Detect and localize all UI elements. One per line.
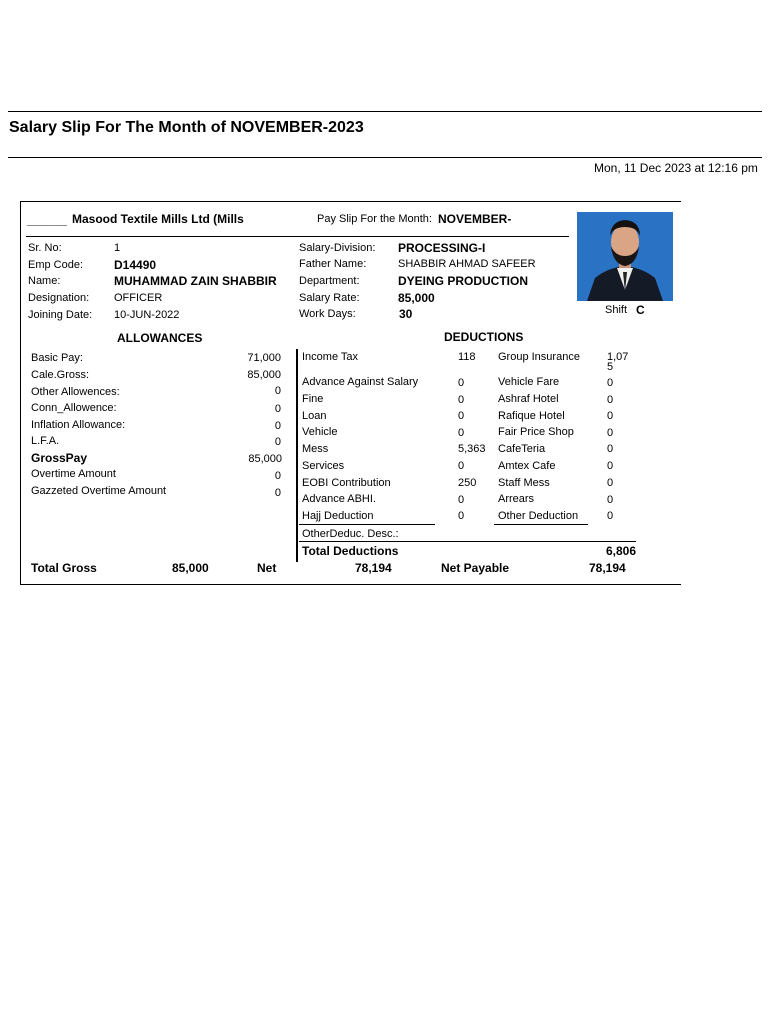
allowance-label: Basic Pay: — [31, 352, 83, 364]
allowance-value: 71,000 — [247, 352, 281, 364]
allowance-label: L.F.A. — [31, 435, 60, 447]
deduction-label: Arrears — [498, 493, 535, 505]
rate-value: 85,000 — [398, 291, 435, 305]
total-deductions-value: 6,806 — [606, 544, 637, 558]
joining-value: 10-JUN-2022 — [114, 309, 180, 321]
deduction-label: Other Deduction — [498, 510, 579, 522]
deduction-value: 0 — [607, 410, 614, 422]
shift-value: C — [636, 303, 645, 317]
deduction-label: Staff Mess — [498, 477, 550, 489]
top-rule — [8, 111, 762, 112]
deduction-value: 118 — [458, 351, 476, 363]
deduction-value: 0 — [607, 443, 614, 455]
deduction-value: 0 — [458, 460, 465, 472]
company-name: Masood Textile Mills Ltd (Mills — [72, 212, 244, 226]
father-label: Father Name: — [299, 258, 367, 270]
designation-value: OFFICER — [114, 292, 163, 304]
deduction-label: Ashraf Hotel — [498, 393, 559, 405]
slip-bottom-border — [20, 584, 681, 585]
hajj-underline — [299, 524, 435, 525]
company-underline: ______ — [27, 213, 68, 227]
allowance-label: Cale.Gross: — [31, 369, 90, 381]
month-value: NOVEMBER- — [438, 212, 512, 226]
net-payable-label: Net Payable — [441, 561, 510, 575]
division-value: PROCESSING-I — [398, 241, 486, 255]
net-payable-value: 78,194 — [589, 561, 626, 575]
allowances-heading: ALLOWANCES — [117, 331, 203, 345]
deductions-heading: DEDUCTIONS — [444, 330, 524, 344]
rate-label: Salary Rate: — [299, 292, 360, 304]
allowance-value: 0 — [274, 403, 281, 415]
gross-pay-value: 85,000 — [248, 453, 282, 465]
net-value: 78,194 — [355, 561, 392, 575]
deductions-divider — [296, 349, 298, 562]
title-rule — [8, 157, 762, 158]
slip-left-border — [20, 201, 21, 585]
allowance-value: 0 — [274, 385, 281, 397]
deduction-value: 0 — [607, 494, 614, 506]
name-value: MUHAMMAD ZAIN SHABBIR — [114, 274, 277, 288]
deduction-label: Advance ABHI. — [302, 493, 376, 505]
total-deductions-label: Total Deductions — [302, 544, 399, 558]
deduction-label: Advance Against Salary — [302, 376, 419, 388]
header-rule — [26, 236, 569, 237]
father-value: SHABBIR AHMAD SAFEER — [398, 258, 536, 270]
sr-no-value: 1 — [114, 242, 121, 254]
deduction-value: 0 — [607, 377, 614, 389]
employee-photo — [577, 212, 673, 301]
name-label: Name: — [28, 275, 61, 287]
deduction-value: 0 — [458, 494, 465, 506]
emp-code-value: D14490 — [114, 258, 157, 272]
deduction-label: Mess — [302, 443, 329, 455]
workdays-label: Work Days: — [299, 308, 356, 320]
allowance-value: 85,000 — [247, 369, 281, 381]
net-label: Net — [257, 561, 277, 575]
deduction-value: 0 — [607, 427, 614, 439]
allowance-label: Conn_Allowence: — [31, 402, 117, 414]
person-icon — [577, 212, 673, 301]
other-deduction-desc-label: OtherDeduc. Desc.: — [302, 528, 399, 540]
deduction-value-wrap: 5 — [607, 361, 614, 373]
deduction-value: 0 — [607, 477, 614, 489]
gross-pay-label: GrossPay — [31, 451, 88, 465]
allowance-label: Overtime Amount — [31, 468, 116, 480]
deduction-value: 250 — [458, 477, 477, 489]
deduction-value: 1,07 — [607, 351, 629, 363]
allowance-value: 0 — [274, 420, 281, 432]
allowance-value: 0 — [274, 436, 281, 448]
print-timestamp: Mon, 11 Dec 2023 at 12:16 pm — [594, 161, 758, 175]
deduction-label: Income Tax — [302, 351, 359, 363]
deduction-label: Rafique Hotel — [498, 410, 565, 422]
deduction-value: 5,363 — [458, 443, 486, 455]
deduction-label: Vehicle Fare — [498, 376, 560, 388]
allowance-label: Gazzeted Overtime Amount — [31, 485, 167, 497]
deduction-value: 0 — [458, 377, 465, 389]
division-label: Salary-Division: — [299, 242, 376, 254]
page-title: Salary Slip For The Month of NOVEMBER-2023 — [9, 119, 364, 136]
department-value: DYEING PRODUCTION — [398, 274, 529, 288]
workdays-value: 30 — [399, 307, 413, 321]
deduction-label: EOBI Contribution — [302, 477, 391, 489]
allowance-label: Inflation Allowance: — [31, 419, 126, 431]
total-deductions-rule — [299, 541, 636, 542]
slip-top-border — [20, 201, 681, 202]
deduction-value: 0 — [458, 410, 465, 422]
allowance-value: 0 — [274, 487, 281, 499]
deduction-value: 0 — [607, 460, 614, 472]
designation-label: Designation: — [28, 292, 90, 304]
month-label: Pay Slip For the Month: — [317, 213, 432, 225]
allowance-label: Other Allowences: — [31, 386, 120, 398]
joining-label: Joining Date: — [28, 309, 93, 321]
deduction-label: Hajj Deduction — [302, 510, 374, 522]
other-deduction-underline — [494, 524, 588, 525]
total-gross-label: Total Gross — [31, 561, 97, 575]
allowance-value: 0 — [274, 470, 281, 482]
deduction-label: Amtex Cafe — [498, 460, 556, 472]
deduction-label: Vehicle — [302, 426, 338, 438]
deduction-label: Fine — [302, 393, 324, 405]
deduction-label: Loan — [302, 410, 327, 422]
deduction-value: 0 — [458, 394, 465, 406]
department-label: Department: — [299, 275, 360, 287]
emp-code-label: Emp Code: — [28, 259, 84, 271]
deduction-value: 0 — [607, 394, 614, 406]
deduction-label: Fair Price Shop — [498, 426, 574, 438]
deduction-label: CafeTeria — [498, 443, 546, 455]
deduction-value: 0 — [458, 427, 465, 439]
deduction-label: Group Insurance — [498, 351, 580, 363]
shift-label: Shift — [605, 304, 628, 316]
sr-no-label: Sr. No: — [28, 242, 62, 254]
deduction-value: 0 — [607, 510, 614, 522]
total-gross-value: 85,000 — [172, 561, 209, 575]
deduction-label: Services — [302, 460, 345, 472]
deduction-value: 0 — [458, 510, 465, 522]
